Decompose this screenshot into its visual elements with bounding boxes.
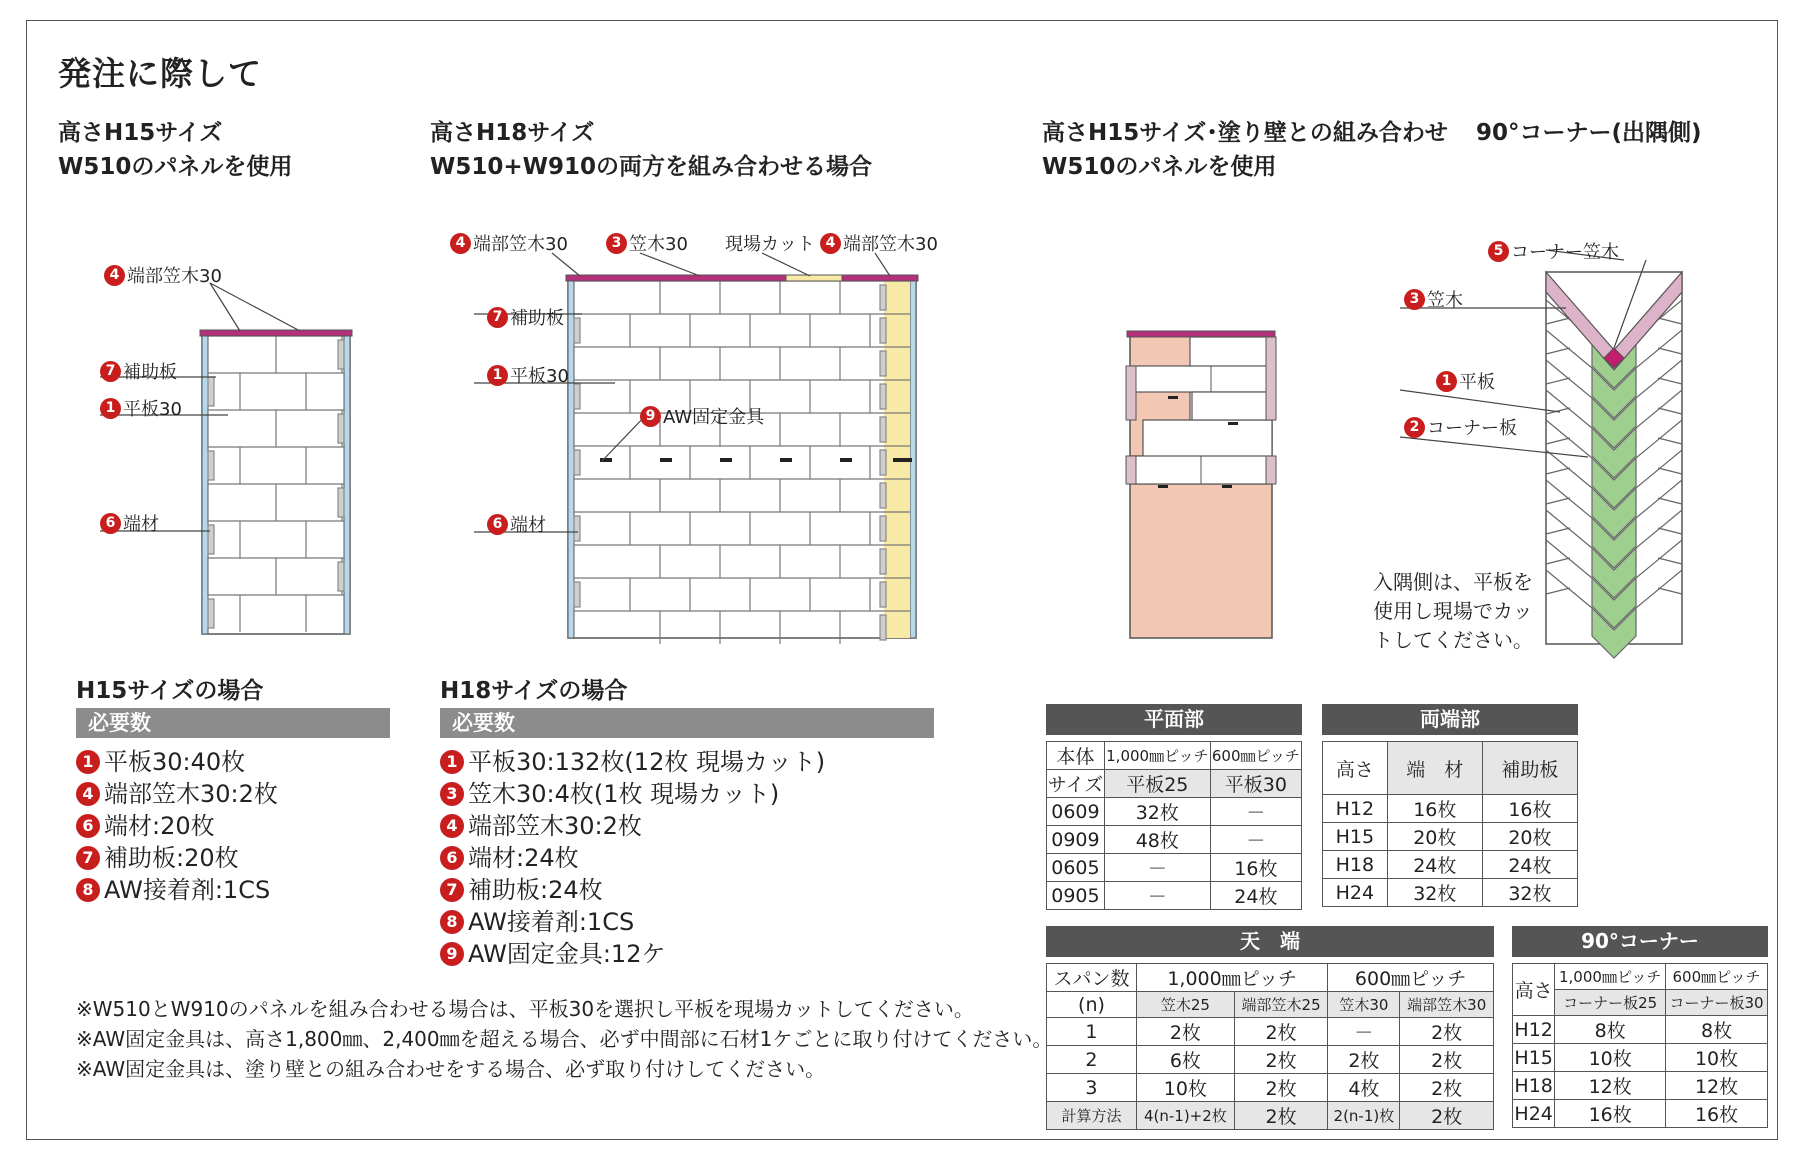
d2-label-aux <box>487 304 564 330</box>
cell: 32枚 <box>1387 879 1482 907</box>
d2-label-cap-end-right <box>820 230 938 256</box>
header-cell: 端部笠木30 <box>1400 992 1494 1018</box>
table-row <box>1513 1072 1768 1100</box>
d4-label-corner-board <box>1404 414 1517 440</box>
badge-icon: 6 <box>440 846 464 870</box>
header-wall-line1: 高さH15サイズ･塗り壁との組み合わせ <box>1042 120 1448 146</box>
table-corner <box>1512 963 1768 1128</box>
label-text: 端部笠木30 <box>127 266 222 287</box>
item-text: 端材:20枚 <box>104 812 215 840</box>
list-item <box>440 874 825 906</box>
table-row <box>1047 1046 1494 1074</box>
header-cell: コーナー板30 <box>1666 990 1768 1016</box>
cell: H18 <box>1513 1072 1555 1100</box>
header-h15-line2: W510のパネルを使用 <box>58 154 293 180</box>
label-text: 補助板 <box>510 308 564 329</box>
cell: 0909 <box>1047 826 1105 854</box>
note-line: ※AW固定金具は、塗り壁との組み合わせをする場合、必ず取り付けしてください。 <box>76 1057 826 1081</box>
badge-icon: 1 <box>1436 371 1457 392</box>
badge-icon: 3 <box>1404 289 1425 310</box>
header-cell: 平板25 <box>1104 770 1210 798</box>
header-corner: 90°コーナー(出隅側) <box>1476 120 1702 146</box>
cell: 1 <box>1047 1018 1137 1046</box>
table-row <box>1513 1100 1768 1128</box>
badge-icon: 1 <box>487 365 508 386</box>
cell: 12枚 <box>1555 1072 1666 1100</box>
cell: 20枚 <box>1387 823 1482 851</box>
badge-icon: 9 <box>640 406 661 427</box>
badge-icon: 1 <box>440 750 464 774</box>
badge-icon: 1 <box>100 398 121 419</box>
table-row <box>1323 851 1578 879</box>
badge-icon: 4 <box>440 814 464 838</box>
table-tenba <box>1046 963 1494 1130</box>
d1-label-flat <box>100 395 182 421</box>
label-text: 端部笠木30 <box>473 234 568 255</box>
table-row <box>1047 1074 1494 1102</box>
cell: 2(n-1)枚 <box>1328 1102 1400 1130</box>
cell: 8枚 <box>1555 1016 1666 1044</box>
cell: 10枚 <box>1555 1044 1666 1072</box>
req-h15-title: H15サイズの場合 <box>76 678 264 704</box>
cell: 2 <box>1047 1046 1137 1074</box>
label-text: 端材 <box>123 514 159 535</box>
item-text: 平板30:132枚(12枚 現場カット) <box>468 748 826 776</box>
item-text: AW固定金具:12ケ <box>468 940 666 968</box>
cell: H18 <box>1323 851 1388 879</box>
cell: 0609 <box>1047 798 1105 826</box>
label-text: 補助板 <box>123 362 177 383</box>
header-cell: コーナー板25 <box>1555 990 1666 1016</box>
table-tenba-title: 天 端 <box>1046 926 1494 957</box>
cell: 2枚 <box>1400 1074 1494 1102</box>
header-cell: 笠木30 <box>1328 992 1400 1018</box>
cell: 計算方法 <box>1047 1102 1137 1130</box>
header-wall-line2: W510のパネルを使用 <box>1042 154 1277 180</box>
cell: － <box>1104 854 1210 882</box>
diagram-h15 <box>100 283 352 634</box>
header-cell: 補助板 <box>1482 742 1577 795</box>
list-item <box>440 778 825 810</box>
item-text: 端部笠木30:2枚 <box>104 780 278 808</box>
header-cell: 600㎜ピッチ <box>1666 964 1768 990</box>
item-text: 端部笠木30:2枚 <box>468 812 642 840</box>
cell: H24 <box>1513 1100 1555 1128</box>
cell: H15 <box>1323 823 1388 851</box>
label-text: コーナー板 <box>1427 418 1517 439</box>
item-text: 補助板:24枚 <box>468 876 603 904</box>
cell: 48枚 <box>1104 826 1210 854</box>
cell: 2枚 <box>1234 1046 1328 1074</box>
item-text: 端材:24枚 <box>468 844 579 872</box>
diagram-wall <box>1126 331 1276 638</box>
cell: 16枚 <box>1387 795 1482 823</box>
cell: 20枚 <box>1482 823 1577 851</box>
label-text: 端部笠木30 <box>843 234 938 255</box>
badge-icon: 4 <box>76 782 100 806</box>
corner-note-line: トしてください。 <box>1373 628 1533 652</box>
table-row <box>1513 1044 1768 1072</box>
header-h18-line1: 高さH18サイズ <box>430 120 595 146</box>
cell: 2枚 <box>1400 1046 1494 1074</box>
cell: 10枚 <box>1666 1044 1768 1072</box>
cell: 32枚 <box>1104 798 1210 826</box>
cell: 2枚 <box>1234 1102 1328 1130</box>
header-cell: 端 材 <box>1387 742 1482 795</box>
cell: 16枚 <box>1482 795 1577 823</box>
cell: 2枚 <box>1234 1018 1328 1046</box>
list-item <box>440 938 825 970</box>
cell: 16枚 <box>1210 854 1301 882</box>
item-text: 平板30:40枚 <box>104 748 246 776</box>
cell: 4枚 <box>1328 1074 1400 1102</box>
header-cell: スパン数 <box>1047 964 1137 992</box>
cell: 10枚 <box>1136 1074 1234 1102</box>
badge-icon: 8 <box>76 878 100 902</box>
d4-label-cap <box>1404 286 1463 312</box>
header-cell: 600㎜ピッチ <box>1328 964 1494 992</box>
label-text: 平板30 <box>510 366 569 387</box>
badge-icon: 6 <box>100 513 121 534</box>
badge-icon: 4 <box>450 233 471 254</box>
header-cell: 平板30 <box>1210 770 1301 798</box>
header-cell: 本体 <box>1047 742 1105 770</box>
cell: 12枚 <box>1666 1072 1768 1100</box>
list-item <box>76 874 278 906</box>
cell: 32枚 <box>1482 879 1577 907</box>
cell: － <box>1210 798 1301 826</box>
cell: 24枚 <box>1387 851 1482 879</box>
table-row <box>1513 1016 1768 1044</box>
badge-icon: 7 <box>100 361 121 382</box>
header-cell: 笠木25 <box>1136 992 1234 1018</box>
header-cell: 600㎜ピッチ <box>1210 742 1301 770</box>
cell: － <box>1328 1018 1400 1046</box>
label-text: AW固定金具 <box>663 407 765 428</box>
header-h18-line2: W510+W910の両方を組み合わせる場合 <box>430 154 873 180</box>
cell: 0905 <box>1047 882 1105 910</box>
d1-label-cap-end <box>104 262 222 288</box>
list-item <box>440 906 825 938</box>
d2-label-flat <box>487 362 569 388</box>
d2-label-cap <box>606 230 688 256</box>
cell: H12 <box>1323 795 1388 823</box>
header-cell: 1,000㎜ピッチ <box>1555 964 1666 990</box>
table-heimen <box>1046 741 1302 910</box>
label-text: 平板30 <box>123 399 182 420</box>
list-item <box>76 810 278 842</box>
table-row <box>1047 1018 1494 1046</box>
header-cell: 高さ <box>1323 742 1388 795</box>
table-heimen-title: 平面部 <box>1046 704 1302 735</box>
label-text: 笠木 <box>1427 290 1463 311</box>
table-row <box>1047 882 1302 910</box>
corner-note-line: 使用し現場でカッ <box>1373 599 1533 623</box>
cell: 2枚 <box>1400 1102 1494 1130</box>
table-row <box>1047 1102 1494 1130</box>
badge-icon: 7 <box>76 846 100 870</box>
item-text: 補助板:20枚 <box>104 844 239 872</box>
d2-label-end <box>487 511 546 537</box>
req-h18-title: H18サイズの場合 <box>440 678 628 704</box>
cell: 3 <box>1047 1074 1137 1102</box>
cell: 2枚 <box>1136 1018 1234 1046</box>
badge-icon: 4 <box>104 265 125 286</box>
label-text: 現場カット <box>725 234 815 255</box>
d4-label-corner-cap <box>1488 238 1619 264</box>
table-row <box>1047 826 1302 854</box>
d4-label-flat <box>1436 368 1495 394</box>
cell: 2枚 <box>1400 1018 1494 1046</box>
item-text: AW接着剤:1CS <box>468 908 635 936</box>
table-ryotan-title: 両端部 <box>1322 704 1578 735</box>
header-cell: (n) <box>1047 992 1137 1018</box>
label-text: コーナー笠木 <box>1511 242 1619 263</box>
cell: 2枚 <box>1328 1046 1400 1074</box>
note-line: ※W510とW910のパネルを組み合わせる場合は、平板30を選択し平板を現場カットしてください。 <box>76 997 974 1021</box>
cell: H12 <box>1513 1016 1555 1044</box>
badge-icon: 7 <box>487 307 508 328</box>
cell: － <box>1210 826 1301 854</box>
header-cell: 高さ <box>1513 964 1555 1016</box>
header-cell: 端部笠木25 <box>1234 992 1328 1018</box>
header-cell: サイズ <box>1047 770 1105 798</box>
table-row <box>1323 823 1578 851</box>
cell: H15 <box>1513 1044 1555 1072</box>
req-h18-list <box>440 746 825 970</box>
item-text: AW接着剤:1CS <box>104 876 271 904</box>
d1-label-aux <box>100 358 177 384</box>
req-h18-bar: 必要数 <box>440 708 934 738</box>
badge-icon: 4 <box>820 233 841 254</box>
header-h15-line1: 高さH15サイズ <box>58 120 223 146</box>
badge-icon: 8 <box>440 910 464 934</box>
corner-note <box>1373 568 1533 655</box>
cell: 8枚 <box>1666 1016 1768 1044</box>
cell: 16枚 <box>1555 1100 1666 1128</box>
table-corner-title: 90°コーナー <box>1512 926 1768 957</box>
badge-icon: 7 <box>440 878 464 902</box>
cell: 2枚 <box>1234 1074 1328 1102</box>
badge-icon: 5 <box>1488 241 1509 262</box>
badge-icon: 3 <box>440 782 464 806</box>
req-h15-list <box>76 746 278 906</box>
table-row <box>1323 795 1578 823</box>
corner-note-line: 入隅側は、平板を <box>1373 570 1533 594</box>
cell: 24枚 <box>1210 882 1301 910</box>
d2-label-cut <box>725 230 815 256</box>
list-item <box>440 842 825 874</box>
item-text: 笠木30:4枚(1枚 現場カット) <box>468 780 780 808</box>
cell: 4(n-1)+2枚 <box>1136 1102 1234 1130</box>
page-title: 発注に際して <box>58 54 262 93</box>
list-item <box>76 778 278 810</box>
badge-icon: 6 <box>76 814 100 838</box>
notes <box>76 994 1052 1084</box>
label-text: 平板 <box>1459 372 1495 393</box>
list-item <box>440 810 825 842</box>
note-line: ※AW固定金具は、高さ1,800㎜、2,400㎜を超える場合、必ず中間部に石材1ケごとに取り付けてください。 <box>76 1027 1053 1051</box>
badge-icon: 1 <box>76 750 100 774</box>
table-row <box>1323 879 1578 907</box>
cell: 16枚 <box>1666 1100 1768 1128</box>
d2-label-bracket <box>640 403 764 429</box>
cell: 6枚 <box>1136 1046 1234 1074</box>
list-item <box>76 842 278 874</box>
d2-label-cap-end-left <box>450 230 568 256</box>
table-row <box>1047 798 1302 826</box>
label-text: 笠木30 <box>629 234 688 255</box>
req-h15-bar: 必要数 <box>76 708 390 738</box>
badge-icon: 9 <box>440 942 464 966</box>
label-text: 端材 <box>510 515 546 536</box>
header-cell: 1,000㎜ピッチ <box>1136 964 1327 992</box>
table-row <box>1047 854 1302 882</box>
badge-icon: 6 <box>487 514 508 535</box>
cell: H24 <box>1323 879 1388 907</box>
table-ryotan <box>1322 741 1578 907</box>
list-item <box>440 746 825 778</box>
badge-icon: 2 <box>1404 417 1425 438</box>
header-cell: 1,000㎜ピッチ <box>1104 742 1210 770</box>
cell: － <box>1104 882 1210 910</box>
cell: 0605 <box>1047 854 1105 882</box>
d1-label-end <box>100 510 159 536</box>
badge-icon: 3 <box>606 233 627 254</box>
list-item <box>76 746 278 778</box>
cell: 24枚 <box>1482 851 1577 879</box>
